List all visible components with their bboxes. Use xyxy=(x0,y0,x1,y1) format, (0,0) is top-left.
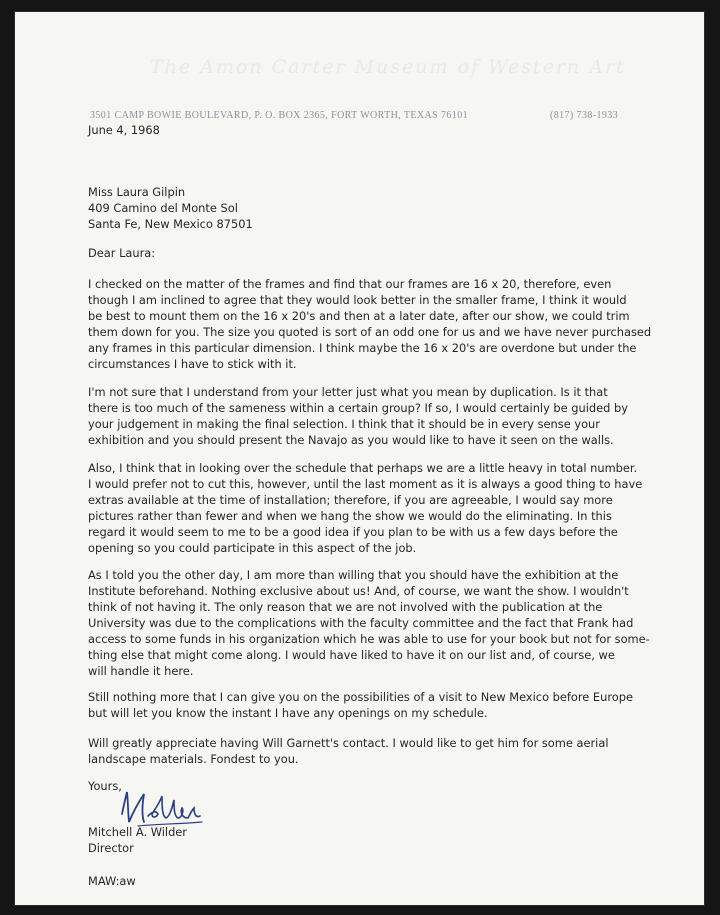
body-line: As I told you the other day, I am more than willing that you should have the exhibition at the xyxy=(88,568,619,582)
body-line: I would prefer not to cut this, however, until the last moment as it is always a good thing to have xyxy=(88,477,643,491)
body-line: though I am inclined to agree that they would look better in the smaller frame, I think it would xyxy=(88,293,627,307)
body-line: I'm not sure that I understand from your letter just what you mean by duplication. Is it that xyxy=(88,385,608,399)
body-line: landscape materials. Fondest to you. xyxy=(88,752,299,766)
recipient-name: Miss Laura Gilpin xyxy=(88,185,186,199)
body-line: there is too much of the sameness within a certain group? If so, I would certainly be guided by xyxy=(88,401,628,415)
body-paragraph-5 xyxy=(88,689,633,721)
body-line: thing else that might come along. I would have liked to have it on our list and, of course, we xyxy=(88,648,615,662)
body-paragraph-3 xyxy=(88,460,642,556)
recipient-address xyxy=(88,184,253,232)
body-paragraph-2 xyxy=(88,384,628,448)
body-line: but will let you know the instant I have any openings on my schedule. xyxy=(88,706,488,720)
letterhead-title: The Amon Carter Museum of Western Art xyxy=(150,56,626,78)
letterhead-address: 3501 CAMP BOWIE BOULEVARD, P. O. BOX 2365, FORT WORTH, TEXAS 76101 xyxy=(90,110,469,121)
body-line: extras available at the time of installation; therefore, if you are agreeable, I would say more xyxy=(88,493,613,507)
signature-block xyxy=(88,824,187,856)
body-line: access to some funds in his organization which he was able to use for your book but not for some- xyxy=(88,632,650,646)
letter-date: June 4, 1968 xyxy=(88,123,160,137)
body-line: be best to mount them on the 16 x 20's and then at a later date, after our show, we could trim xyxy=(88,309,630,323)
body-line: pictures rather than fewer and when we hang the show we would do the eliminating. In this xyxy=(88,509,612,523)
body-line: your judgement in making the final selection. I think that it should be in every sense your xyxy=(88,417,600,431)
body-line: Will greatly appreciate having Will Garnett's contact. I would like to get him for some aerial xyxy=(88,736,609,750)
body-paragraph-1 xyxy=(88,276,651,372)
body-line: circumstances I have to stick with it. xyxy=(88,357,297,371)
reference-initials: MAW:aw xyxy=(88,874,136,888)
body-line: opening so you could participate in this aspect of the job. xyxy=(88,541,417,555)
body-line: Institute beforehand. Nothing exclusive about us! And, of course, we want the show. I wouldn't xyxy=(88,584,629,598)
closing: Yours, xyxy=(88,779,122,793)
body-paragraph-4 xyxy=(88,567,650,679)
body-line: will handle it here. xyxy=(88,664,194,678)
body-line: think of not having it. The only reason that we are not involved with the publication at the xyxy=(88,600,603,614)
body-line: Still nothing more that I can give you on the possibilities of a visit to New Mexico before Europe xyxy=(88,690,633,704)
recipient-city: Santa Fe, New Mexico 87501 xyxy=(88,217,253,231)
body-line: I checked on the matter of the frames and find that our frames are 16 x 20, therefore, even xyxy=(88,277,612,291)
signer-name: Mitchell A. Wilder xyxy=(88,825,187,839)
signer-title: Director xyxy=(88,841,134,855)
body-line: University was due to the complications with the faculty committee and the fact that Frank had xyxy=(88,616,634,630)
letterhead-phone: (817) 738-1933 xyxy=(550,110,619,121)
body-line: them down for you. The size you quoted is sort of an odd one for us and we have never purchased xyxy=(88,325,652,339)
body-line: Also, I think that in looking over the schedule that perhaps we are a little heavy in total number. xyxy=(88,461,638,475)
body-line: exhibition and you should present the Navajo as you would like to have it seen on the walls. xyxy=(88,433,614,447)
body-line: regard it would seem to me to be a good idea if you plan to be with us a few days before the xyxy=(88,525,618,539)
body-paragraph-6 xyxy=(88,735,608,767)
body-line: any frames in this particular dimension. I think maybe the 16 x 20's are overdone but under the xyxy=(88,341,637,355)
letter-page xyxy=(15,12,704,905)
salutation: Dear Laura: xyxy=(88,246,156,260)
recipient-street: 409 Camino del Monte Sol xyxy=(88,201,238,215)
